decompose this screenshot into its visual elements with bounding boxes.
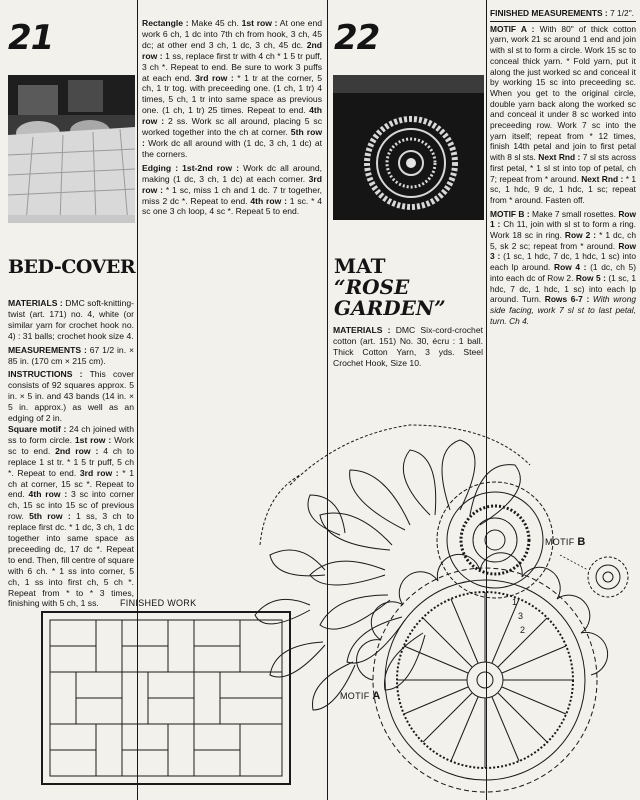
- square-text: 24 ch joined with ss to form circle.: [8, 423, 134, 445]
- edging-row12-label: 1st-2nd row :: [182, 162, 239, 173]
- motif-b-instr-text: Make 7 small rosettes.: [532, 208, 616, 219]
- row5-text: 1 ss, 3 ch to replace first dc. * 1 dc, 3 ch, 1 dc together into same space as preceeding dc, 17 dc *. Repeat to end. Then, fill centre of square with 6 ch. * 1 ss into corner, 5 ch, 1 ss into first ch, 5 ch *. Repeat from * to * 3 times, finishing with 5 ch, 1 ss.: [8, 511, 135, 609]
- row1-label: 1st row :: [74, 434, 112, 445]
- rect-row4-text: 2 ss. Work sc all around, placing 5 sc worked together into the ch at corner.: [142, 116, 323, 138]
- pattern-number-22: 22: [334, 18, 380, 58]
- b-row4-label: Row 4 :: [554, 262, 587, 273]
- mat-materials-text: DMC Six-cord-crochet cotton (art. 151) No. 30, écru : 1 ball. Thick Cotton Yarn, 3 yds. Steel Crochet Hook, Size 10.: [333, 325, 483, 368]
- b-row1-text: Ch 11, join with sl st to form a ring. Work 18 sc in ring.: [490, 219, 636, 241]
- diagram-number-2: 2: [520, 625, 526, 635]
- bed-cover-photo: [8, 75, 135, 223]
- mat-title-line1: MAT: [334, 254, 386, 278]
- mat-materials-label: MATERIALS :: [333, 325, 391, 335]
- bed-cover-photo-art: [8, 75, 135, 223]
- motif-b-instr-label: MOTIF B :: [490, 208, 530, 219]
- b-row3-label: Row 3 :: [490, 240, 637, 262]
- motif-a-instr-label: MOTIF A :: [490, 23, 535, 34]
- measurements-text: 67 1/2 in. × 85 in. (170 cm × 215 cm).: [8, 344, 135, 366]
- next-rnd-1-text: 7 sl sts across first petal, * 1 sl st into top of petal, ch 7; repeat from * around.: [490, 152, 637, 184]
- mat-photo: [333, 75, 484, 220]
- rect-label: Rectangle :: [142, 18, 189, 28]
- measurements-label: MEASUREMENTS :: [8, 344, 87, 355]
- divider-line: [490, 21, 636, 22]
- materials-text: DMC soft-knitting-twist (art. 171) no. 4, white (or similar yarn for crochet hook no. 4) : 31 balls; crochet hook size 4.: [8, 298, 134, 341]
- b-row1-label: Row 1 :: [490, 208, 636, 230]
- mat-instructions: [490, 8, 636, 326]
- b-row5-label: Row 5 :: [575, 272, 606, 283]
- motif-a-letter: A: [372, 690, 381, 702]
- pattern-number-21: 21: [8, 18, 54, 58]
- row2-text: 4 ch to replace 1 st tr. * 1 5 tr puff, 5 ch *. Repeat to end.: [8, 445, 135, 478]
- rect-row5-text: Work dc all around with (1 dc, 3 ch, 1 dc) at the corners.: [142, 137, 323, 159]
- rect-row2-label: 2nd row :: [142, 39, 323, 61]
- row2-label: 2nd row :: [55, 445, 99, 456]
- motif-b-label: [545, 536, 586, 548]
- edging-row4-text: 1 sc. * 4 sc one 3 ch loop, 4 sc *. Repeat 5 to end.: [142, 195, 323, 217]
- b-row2-text: * 1 dc, ch 5, sk 2 sc; repeat from * around.: [490, 230, 637, 251]
- crochet-diagram: [230, 415, 640, 800]
- edging-row12-text: Work dc all around, making (1 dc, 3 ch, 1 dc) at each corner.: [142, 162, 322, 184]
- b-row4-text: (1 dc, ch 5) into each dc of Row 2.: [490, 262, 637, 283]
- motif-b-word: MOTIF: [545, 537, 575, 547]
- bed-cover-title: BED-COVER: [8, 256, 136, 278]
- mat-title: [334, 256, 446, 319]
- motif-a-instr-text: With 80" of thick cotton yarn, work 21 sc around 1 end and join with sl st to form a circle. Work 15 sc to conceal thick yarn. * Fold yarn, put it along the just worked sc and conceal it by working 15 sc into preceeding sc. When you get to the original circle, double yarn back along the worked sc and conceal it under 8 sc worked into preceeding row. Work 7 sc into the yarn itself; repeat from * 12 times, finish 14th petal and join to first petal with 8 sl sts.: [490, 23, 636, 163]
- next-rnd-1-label: Next Rnd :: [538, 152, 581, 163]
- b-row2-label: Row 2 :: [564, 230, 597, 241]
- diagram-number-3: 3: [518, 611, 524, 621]
- rect-row5-label: 5th row :: [142, 127, 322, 148]
- row1-text: Work sc to end.: [8, 434, 134, 456]
- motif-a-word: MOTIF: [340, 691, 370, 701]
- rect-row1-text: At one end work 6 ch, 1 dc into 7th ch from hook, 3 ch, 45 dc; at other end 3 ch, 1 dc, 3 ch, 45 dc.: [142, 18, 323, 50]
- rect-text: Make 45 ch.: [191, 18, 239, 28]
- finished-measurements-text: 7 1/2".: [610, 8, 634, 18]
- row3-label: 3rd row :: [79, 467, 119, 478]
- row4-text: 3 sc into corner ch, 15 sc into 15 sc of previous row.: [8, 489, 134, 522]
- rect-row3-text: * 1 tr at the corner, 5 ch, 1 tr tog. with preceeding one. (1 ch, 1 tr) 4 times, 5 ch, 1 tr into same space as previous one. (1 ch, 1 tr) 25 times. Repeat to end.: [142, 72, 322, 116]
- row4-label: 4th row :: [28, 489, 68, 500]
- b-row3-text: (1 sc, 1 hdc, 7 dc, 1 hdc, 1 sc) into each lp around.: [490, 251, 636, 273]
- finished-measurements-label: FINISHED MEASUREMENTS :: [490, 8, 608, 18]
- square-label: Square motif :: [8, 423, 67, 434]
- motif-a-label: [340, 690, 381, 702]
- next-rnd-2-text: * 1 sc, 1 hdc, 9 dc, 1 hdc, 1 sc; repeat from * around. Fasten off.: [490, 173, 637, 205]
- instructions-label: INSTRUCTIONS :: [8, 369, 83, 380]
- row5-label: 5th row :: [29, 511, 71, 522]
- next-rnd-2-label: Next Rnd :: [581, 173, 624, 184]
- finished-work-label: FINISHED WORK: [120, 598, 197, 608]
- instructions-text: This cover consists of 92 squares approx. 5 in. × 5 in. and 43 bands (14 in. × 5 in. approx.) as well as an edging of 2 in.: [8, 369, 135, 424]
- materials-label: MATERIALS :: [8, 298, 63, 308]
- b-row5-text: (1 sc, 1 hdc, 7 dc, 1 hdc, 1 sc) into each lp around. Turn.: [490, 272, 637, 305]
- edging-row3-label: 3rd row :: [142, 173, 322, 195]
- motif-b-letter: B: [577, 536, 586, 548]
- edging-label: Edging :: [142, 162, 179, 173]
- mat-title-line2: “ROSE: [334, 275, 410, 299]
- bed-cover-instructions: [8, 298, 134, 609]
- rect-row4-label: 4th row :: [142, 105, 323, 127]
- row3-text: * 1 ch at corner, 15 sc *. Repeat to end.: [8, 467, 135, 500]
- rect-row3-label: 3rd row :: [195, 72, 234, 83]
- diagram-number-1: 1: [512, 597, 518, 607]
- mat-materials: [333, 325, 483, 369]
- mat-title-line3: GARDEN”: [334, 296, 446, 320]
- rectangle-instructions: [142, 18, 322, 217]
- edging-row4-label: 4th row :: [250, 195, 287, 206]
- b-rows67-text: With wrong side facing, work 7 sl st to last petal, turn. Ch 4.: [490, 294, 637, 326]
- edging-row3-text: * 1 sc, miss 1 ch and 1 dc. 7 tr together, miss 2 dc *. Repeat to end.: [142, 184, 322, 206]
- rect-row2-text: 1 ss, replace first tr with 4 ch * 1 5 tr puff, 3 ch *. Repeat to end. Be sure to work 3 puffs at each end.: [142, 50, 322, 83]
- b-rows67-label: Rows 6-7 :: [544, 294, 590, 305]
- mat-photo-art: [333, 75, 484, 220]
- rect-row1-label: 1st row :: [241, 18, 278, 28]
